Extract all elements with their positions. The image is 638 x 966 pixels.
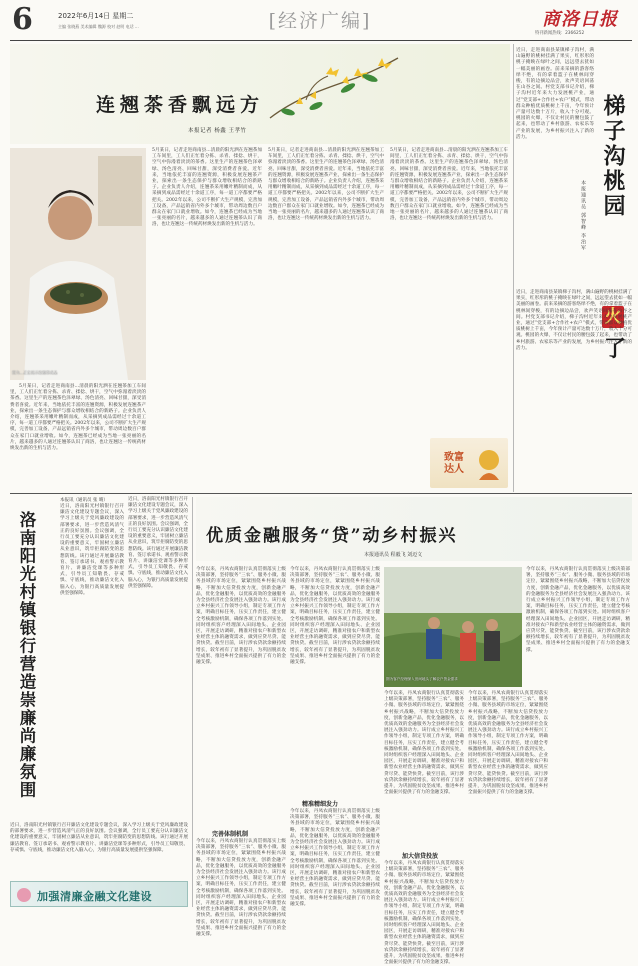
article1-photo xyxy=(10,148,146,380)
divider-horizontal-middle xyxy=(10,493,632,494)
article3-col-b: 近日，洛南阳光村镇银行召开廉洁文化建设专题会议，深入学习上级关于党风廉政建设的部署要求，进一步营造风清气正的良好氛围。会议强调，全行员工要充分认识廉洁文化建设的重要意义，牢固树立廉洁从业意识，筑牢拒腐防变的思想防线。该行通过开展廉洁教育、签订承诺书、观看警示教育片、讲廉洁党课等多种形式，引导员工知敬畏、存戒惧、守底线，推动廉洁文化入脑入心，为银行高质量发展提供坚强保障。 xyxy=(128,497,188,589)
article2-title xyxy=(598,94,629,219)
article-luonan-bank xyxy=(10,497,188,907)
brand-logo: 商洛日报 xyxy=(542,9,618,30)
article1-col-b: 5月某日，记者走进商南县...清晨的阳光洒在连翘茶加工车间里，工人们正忙着分拣、杀青、揉捻、烘干，空气中弥漫着淡淡的茶香。这里生产的连翘茶色泽翠绿、汤色清亮、回味甘甜，深受消费者喜爱。近年来，当地依托丰富的连翘资源，积极发展连翘茶产业，探索出一条生态保护与群众增收相结合的新路子。企业负责人介绍，连翘茶采用嫩叶精制而成，从采摘到成品需经过十余道工序，每一道工序都要严格把关。2002年以来，公司不断扩大生产规模，完善加工设备，产品远销省内外多个城市，带动周边数百户群众在家门口就业增收。如今，连翘茶已经成为当地一张亮丽的名片，越来越多的人通过连翘茶认识了商洛，也让连翘这一传统药材焕发出新的生机与活力。 xyxy=(152,148,262,228)
article1-photo-caption: 图为...正在展示连翘茶成品 xyxy=(12,370,58,375)
article1-col-c: 5月某日，记者走进商南县...清晨的阳光洒在连翘茶加工车间里，工人们正忙着分拣、杀青、揉捻、烘干，空气中弥漫着淡淡的茶香。这里生产的连翘茶色泽翠绿、汤色清亮、回味甘甜，深受消费者喜爱。近年来，当地依托丰富的连翘资源，积极发展连翘茶产业，探索出一条生态保护与群众增收相结合的新路子。企业负责人介绍，连翘茶采用嫩叶精制而成，从采摘到成品需经过十余道工序，每一道工序都要严格把关。2002年以来，公司不断扩大生产规模，完善加工设备，产品远销省内外多个城市，带动周边数百户群众在家门口就业增收。如今，连翘茶已经成为当地一张亮丽的名片，越来越多的人通过连翘茶认识了商洛，也让连翘这一传统药材焕发出新的生机与活力。 xyxy=(268,148,384,222)
ad-decoration-icon xyxy=(474,446,504,482)
ad-zhifu-daren xyxy=(430,438,508,488)
article4-col-c2: 今年以来，丹凤农商银行认真贯彻落实上级决策部署，坚持服务“三农”、服务小微、服务县域的市场定位，紧紧围绕乡村振兴战略，不断加大信贷投放力度，创新金融产品，优化金融服务，以优质高效的金融服务为全县经济社会发展注入强劲动力。该行成立乡村振兴工作领导小组，制定专项工作方案，明确目标任务，压实工作责任，建立健全考核激励机制，确保各项工作落到实处。同时组织客户经理深入田间地头、企业园区，开展走访调研，精准对接农户和新型农业经营主体的融资需求，做到应贷尽贷、能贷快贷。截至目前，该行涉农贷款余额持续增长，较年初有了显著提升，为巩固脱贫攻坚成果、推进乡村全面振兴提供了有力的金融支撑。 xyxy=(384,861,464,966)
article4-col-e: 今年以来，丹凤农商银行认真贯彻落实上级决策部署，坚持服务“三农”、服务小微、服务县域的市场定位，紧紧围绕乡村振兴战略，不断加大信贷投放力度，创新金融产品，优化金融服务，以优质高效的金融服务为全县经济社会发展注入强劲动力。该行成立乡村振兴工作领导小组，制定专项工作方案，明确目标任务，压实工作责任，建立健全考核激励机制，确保各项工作落到实处。同时组织客户经理深入田间地头、企业园区，开展走访调研，精准对接农户和新型农业经营主体的融资需求，做到应贷尽贷、能贷快贷。截至目前，该行涉农贷款余额持续增长，较年初有了显著提升，为巩固脱贫攻坚成果、推进乡村全面振兴提供了有力的金融支撑。 xyxy=(526,567,630,653)
section-title-text: 经济广编 xyxy=(277,10,362,32)
article1-header-band xyxy=(10,44,510,144)
article4-title: 优质金融服务“贷”动乡村振兴 xyxy=(206,526,458,546)
page-number: 6 xyxy=(12,2,33,37)
article-lianqiao-tea xyxy=(10,44,510,492)
section-title-bracket-right: ] xyxy=(362,10,372,32)
divider-vertical-main xyxy=(513,44,514,492)
hotline: 特刊新闻热线：2366252 xyxy=(535,31,585,36)
article-peach-orchard xyxy=(516,44,632,492)
article4-header-band xyxy=(196,497,632,561)
header-rule xyxy=(10,40,632,41)
article4-col-b: 今年以来，丹凤农商银行认真贯彻落实上级决策部署，坚持服务“三农”、服务小微、服务县域的市场定位，紧紧围绕乡村振兴战略，不断加大信贷投放力度，创新金融产品，优化金融服务，以优质高效的金融服务为全县经济社会发展注入强劲动力。该行成立乡村振兴工作领导小组，制定专项工作方案，明确目标任务，压实工作责任，建立健全考核激励机制，确保各项工作落到实处。同时组织客户经理深入田间地头、企业园区，开展走访调研，精准对接农户和新型农业经营主体的融资需求，做到应贷尽贷、能贷快贷。截至目前，该行涉农贷款余额持续增长，较年初有了显著提升，为巩固脱贫攻坚成果、推进乡村全面振兴提供了有力的金融支撑。 xyxy=(290,567,380,666)
article-financial-services xyxy=(196,497,632,966)
article4-col-c: 今年以来，丹凤农商银行认真贯彻落实上级决策部署，坚持服务“三农”、服务小微、服务县域的市场定位，紧紧围绕乡村振兴战略，不断加大信贷投放力度，创新金融产品，优化金融服务，以优质高效的金融服务为全县经济社会发展注入强劲动力。该行成立乡村振兴工作领导小组，制定专项工作方案，明确目标任务，压实工作责任，建立健全考核激励机制，确保各项工作落到实处。同时组织客户经理深入田间地头、企业园区，开展走访调研，精准对接农户和新型农业经营主体的融资需求，做到应贷尽贷、能贷快贷。截至目前，该行涉农贷款余额持续增长，较年初有了显著提升，为巩固脱贫攻坚成果、推进乡村全面振兴提供了有力的金融支撑。 xyxy=(384,691,464,796)
article4-byline: 本报通讯员 程毅飞 刘迈文 xyxy=(364,552,423,558)
article1-col-a: 5月某日，记者走进商南县...清晨的阳光洒在连翘茶加工车间里，工人们正忙着分拣、杀青、揉捻、烘干，空气中弥漫着淡淡的茶香。这里生产的连翘茶色泽翠绿、汤色清亮、回味甘甜，深受消费者喜爱。近年来，当地依托丰富的连翘资源，积极发展连翘茶产业，探索出一条生态保护与群众增收相结合的新路子。企业负责人介绍，连翘茶采用嫩叶精制而成，从采摘到成品需经过十余道工序，每一道工序都要严格把关。2002年以来，公司不断扩大生产规模，完善加工设备，产品远销省内外多个城市，带动周边数百户群众在家门口就业增收。如今，连翘茶已经成为当地一张亮丽的名片，越来越多的人通过连翘茶认识了商洛，也让连翘这一传统药材焕发出新的生机与活力。 xyxy=(10,384,146,452)
article2-col-bottom: 近日，走进商南县某镇梯子沟村，满山遍野的桃树挂满了果实，红彤彤的桃子掩映在绿叶之间，远远望去犹如一幅美丽的画卷。前来采摘的游客络绎不绝，有的拿着篮子在桃林间穿梭，有的边摘边品尝，欢声笑语回荡在山谷之间。村党支部书记介绍，梯子沟村近年来大力发展桃产业，通过“党支部+合作社+农户”模式，带动群众种植优质桃树上千亩，今年预计产量可达数十万斤，收入十分可观。桃园的火爆，不仅让村民的腰包鼓了起来，也带动了乡村旅游、农家乐等产业的发展，为乡村振兴注入了新的活力。 xyxy=(516,290,632,351)
article4-col-b2: 今年以来，丹凤农商银行认真贯彻落实上级决策部署，坚持服务“三农”、服务小微、服务县域的市场定位，紧紧围绕乡村振兴战略，不断加大信贷投放力度，创新金融产品，优化金融服务，以优质高效的金融服务为全县经济社会发展注入强劲动力。该行成立乡村振兴工作领导小组，制定专项工作方案，明确目标任务，压实工作责任，建立健全考核激励机制，确保各项工作落到实处。同时组织客户经理深入田间地头、企业园区，开展走访调研，精准对接农户和新型农业经营主体的融资需求，做到应贷尽贷、能贷快贷。截至目前，该行涉农贷款余额持续增长，较年初有了显著提升，为巩固脱贫攻坚成果、推进乡村全面振兴提供了有力的金融支撑。 xyxy=(290,809,380,908)
section-title xyxy=(260,6,380,33)
integrity-culture-banner xyxy=(10,881,188,907)
subhead-precision: 精准精细发力 xyxy=(302,801,339,808)
article4-photo-caption: 图为客户经理深入田间地头了解农户资金需求 xyxy=(386,677,458,681)
forsythia-flower-illustration xyxy=(266,48,402,138)
article3-title: 洛南阳光村镇银行营造崇廉尚廉氛围 xyxy=(17,511,36,799)
article1-byline: 本报记者 杨鑫 王孝竹 xyxy=(188,128,247,134)
article3-col-a: 近日，洛南阳光村镇银行召开廉洁文化建设专题会议，深入学习上级关于党风廉政建设的部署要求，进一步营造风清气正的良好氛围。会议强调，全行员工要充分认识廉洁文化建设的重要意义，牢固树立廉洁从业意识，筑牢拒腐防变的思想防线。该行通过开展廉洁教育、签订承诺书、观看警示教育片、讲廉洁党课等多种形式，引导员工知敬畏、存戒惧、守底线，推动廉洁文化入脑入心，为银行高质量发展提供坚强保障。 xyxy=(60,504,124,596)
article3-byline: 本报讯（通讯员 张 晴） xyxy=(60,498,108,503)
integrity-banner-label: 加强清廉金融文化建设 xyxy=(37,890,152,903)
article1-title: 连翘茶香飘远方 xyxy=(96,94,265,116)
date-line: 2022年6月14日 星期二 xyxy=(58,12,134,20)
article2-title-tail: 了 xyxy=(604,336,627,362)
divider-vertical-lower xyxy=(192,497,193,907)
fire-character: 火 xyxy=(604,307,622,327)
article2-byline: 本报通讯员 郭智峰 李治军 xyxy=(580,180,586,252)
article3-col-c: 近日，洛南阳光村镇银行召开廉洁文化建设专题会议，深入学习上级关于党风廉政建设的部署要求，进一步营造风清气正的良好氛围。会议强调，全行员工要充分认识廉洁文化建设的重要意义，牢固树立廉洁从业意识，筑牢拒腐防变的思想防线。该行通过开展廉洁教育、签订承诺书、观看警示教育片、讲廉洁党课等多种形式，引导员工知敬畏、存戒惧、守底线，推动廉洁文化入脑入心，为银行高质量发展提供坚强保障。 xyxy=(10,823,188,853)
article4-col-a2: 今年以来，丹凤农商银行认真贯彻落实上级决策部署，坚持服务“三农”、服务小微、服务县域的市场定位，紧紧围绕乡村振兴战略，不断加大信贷投放力度，创新金融产品，优化金融服务，以优质高效的金融服务为全县经济社会发展注入强劲动力。该行成立乡村振兴工作领导小组，制定专项工作方案，明确目标任务，压实工作责任，建立健全考核激励机制，确保各项工作落到实处。同时组织客户经理深入田间地头、企业园区，开展走访调研，精准对接农户和新型农业经营主体的融资需求，做到应贷尽贷、能贷快贷。截至目前，该行涉农贷款余额持续增长，较年初有了显著提升，为巩固脱贫攻坚成果、推进乡村全面振兴提供了有力的金融支撑。 xyxy=(196,839,286,938)
article2-title-main: 梯子沟桃园 xyxy=(600,94,626,219)
article1-col-d: 5月某日，记者走进商南县...清晨的阳光洒在连翘茶加工车间里，工人们正忙着分拣、杀青、揉捻、烘干，空气中弥漫着淡淡的茶香。这里生产的连翘茶色泽翠绿、汤色清亮、回味甘甜，深受消费者喜爱。近年来，当地依托丰富的连翘资源，积极发展连翘茶产业，探索出一条生态保护与群众增收相结合的新路子。企业负责人介绍，连翘茶采用嫩叶精制而成，从采摘到成品需经过十余道工序，每一道工序都要严格把关。2002年以来，公司不断扩大生产规模，完善加工设备，产品远销省内外多个城市，带动周边数百户群众在家门口就业增收。如今，连翘茶已经成为当地一张亮丽的名片，越来越多的人通过连翘茶认识了商洛，也让连翘这一传统药材焕发出新的生机与活力。 xyxy=(390,148,508,222)
subhead-credit: 加大信贷投放 xyxy=(402,853,439,860)
farm-visit-photo xyxy=(384,567,522,687)
section-title-bracket-left: [ xyxy=(268,10,278,32)
lotus-icon xyxy=(17,888,31,902)
ad-zhifu-daren-label: 致富达人 xyxy=(444,452,464,475)
person-holding-tea-photo xyxy=(10,148,146,380)
article4-col-a: 今年以来，丹凤农商银行认真贯彻落实上级决策部署，坚持服务“三农”、服务小微、服务县域的市场定位，紧紧围绕乡村振兴战略，不断加大信贷投放力度，创新金融产品，优化金融服务，以优质高效的金融服务为全县经济社会发展注入强劲动力。该行成立乡村振兴工作领导小组，制定专项工作方案，明确目标任务，压实工作责任，建立健全考核激励机制，确保各项工作落到实处。同时组织客户经理深入田间地头、企业园区，开展走访调研，精准对接农户和新型农业经营主体的融资需求，做到应贷尽贷、能贷快贷。截至目前，该行涉农贷款余额持续增长，较年初有了显著提升，为巩固脱贫攻坚成果、推进乡村全面振兴提供了有力的金融支撑。 xyxy=(196,567,286,666)
page-header xyxy=(0,0,638,42)
article2-col-top: 近日，走进商南县某镇梯子沟村，满山遍野的桃树挂满了果实，红彤彤的桃子掩映在绿叶之间，远远望去犹如一幅美丽的画卷。前来采摘的游客络绎不绝，有的拿着篮子在桃林间穿梭，有的边摘边品尝，欢声笑语回荡在山谷之间。村党支部书记介绍，梯子沟村近年来大力发展桃产业，通过“党支部+合作社+农户”模式，带动群众种植优质桃树上千亩，今年预计产量可达数十万斤，收入十分可观。桃园的火爆，不仅让村民的腰包鼓了起来，也带动了乡村旅游、农家乐等产业的发展，为乡村振兴注入了新的活力。 xyxy=(516,48,594,140)
subhead-mechanism: 完善体制机制 xyxy=(212,831,249,838)
article4-col-d: 今年以来，丹凤农商银行认真贯彻落实上级决策部署，坚持服务“三农”、服务小微、服务县域的市场定位，紧紧围绕乡村振兴战略，不断加大信贷投放力度，创新金融产品，优化金融服务，以优质高效的金融服务为全县经济社会发展注入强劲动力。该行成立乡村振兴工作领导小组，制定专项工作方案，明确目标任务，压实工作责任，建立健全考核激励机制，确保各项工作落到实处。同时组织客户经理深入田间地头、企业园区，开展走访调研，精准对接农户和新型农业经营主体的融资需求，做到应贷尽贷、能贷快贷。截至目前，该行涉农贷款余额持续增长，较年初有了显著提升，为巩固脱贫攻坚成果、推进乡村全面振兴提供了有力的金融支撑。 xyxy=(468,691,548,796)
article4-photo xyxy=(384,567,522,687)
staff-line: 主编 张晓燕 美术编辑 魏源 校对 赵明 电话 ... xyxy=(58,24,139,29)
